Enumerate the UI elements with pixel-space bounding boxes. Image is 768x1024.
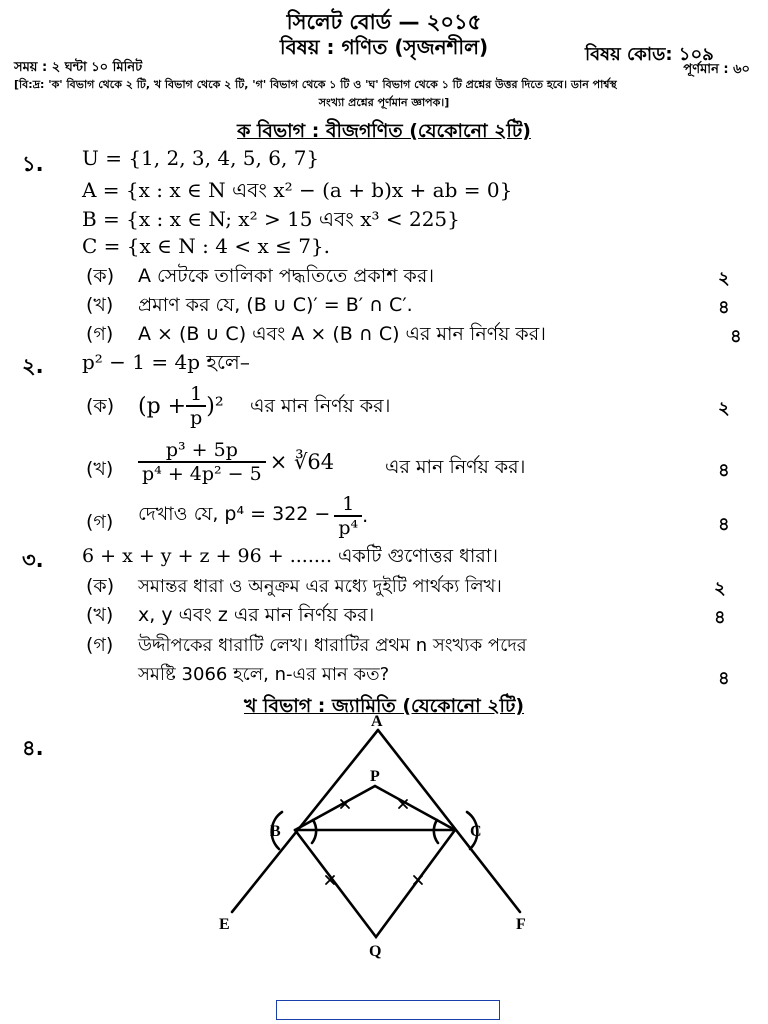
q1-set-u: U = {1, 2, 3, 4, 5, 6, 7} xyxy=(82,146,320,170)
point-label-c: C xyxy=(470,823,482,840)
q3-ka-label: (ক) xyxy=(86,575,115,597)
line-AF xyxy=(378,730,520,912)
section-ka-heading: ক বিভাগ : বীজগণিত (যেকোনো ২টি) xyxy=(237,120,531,142)
q2-ga-end: . xyxy=(362,505,369,527)
q2-ga-frac-num: 1 xyxy=(334,493,362,517)
point-label-f: F xyxy=(516,916,526,933)
exam-time: সময় : ২ ঘন্টা ১০ মিনিট xyxy=(14,60,143,75)
q3-kha-text: x, y এবং z এর মান নির্ণয় কর। xyxy=(138,604,375,626)
q1-ka-marks: ২ xyxy=(718,268,730,289)
point-label-e: E xyxy=(219,916,230,933)
q2-ka-frac-num: 1 xyxy=(186,383,206,407)
subject-title: বিষয় : গণিত (সৃজনশীল) xyxy=(279,35,489,59)
q1-set-c: C = {x ∈ N : 4 < x ≤ 7}. xyxy=(82,234,331,258)
tick-mark-qc xyxy=(414,876,422,884)
q3-kha-label: (খ) xyxy=(86,604,114,626)
q2-ga-marks: ৪ xyxy=(718,514,730,535)
q2-number: ২. xyxy=(22,354,44,378)
q2-ga-text: দেখাও যে, p⁴ = 322 − xyxy=(138,503,331,525)
q1-ka-text: A সেটকে তালিকা পদ্ধতিতে প্রকাশ কর। xyxy=(138,265,435,287)
q3-ga-marks: ৪ xyxy=(718,668,730,689)
point-label-q: Q xyxy=(369,943,382,960)
q3-ga-text-line1: উদ্দীপকের ধারাটি লেখ। ধারাটির প্রথম n সংখ্যক পদের xyxy=(138,635,527,656)
point-label-b: B xyxy=(270,823,281,840)
q1-ga-marks: ৪ xyxy=(730,326,742,347)
instruction-note-line1: [বি:দ্র: 'ক' বিভাগ থেকে ২ টি, খ বিভাগ থেকে ২ টি, 'গ' বিভাগ থেকে ১ টি ও 'ঘ' বিভাগ থেকে ১ টি প্রশ্নের উত্তর দিতে হবে। ডান পার্শ্বস্থ xyxy=(14,78,617,91)
q3-stem: 6 + x + y + z + 96 + ....... একটি গুণোত্তর ধারা। xyxy=(82,545,499,567)
q1-ga-text: A × (B ∪ C) এবং A × (B ∩ C) এর মান নির্ণয় কর। xyxy=(138,323,546,345)
lines-BPC xyxy=(295,786,455,830)
q3-ga-text-line2: সমষ্টি 3066 হলে, n-এর মান কত? xyxy=(138,664,390,685)
q1-kha-marks: ৪ xyxy=(718,297,730,318)
q1-ka-label: (ক) xyxy=(86,265,115,287)
q1-set-b: B = {x : x ∈ N; x² > 15 এবং x³ < 225} xyxy=(82,207,460,231)
q2-kha-den: p⁴ + 4p² − 5 xyxy=(142,463,262,485)
instruction-note-line2: সংখ্যা প্রশ্নের পূর্ণমান জ্ঞাপক।] xyxy=(318,96,450,109)
subject-code: বিষয় কোড: ১০৯ xyxy=(585,44,714,65)
q4-number: ৪. xyxy=(22,736,44,760)
q2-kha-num: p³ + 5p xyxy=(138,439,266,463)
q1-kha-label: (খ) xyxy=(86,294,114,316)
bottom-link-box[interactable] xyxy=(276,1000,500,1020)
q2-ga-label: (গ) xyxy=(86,511,114,533)
q2-ka-frac-den: p xyxy=(190,407,203,429)
board-title: সিলেট বোর্ড — ২০১৫ xyxy=(286,10,482,34)
q2-kha-label: (খ) xyxy=(86,458,114,480)
point-label-a: A xyxy=(371,713,383,730)
q2-ka-text: এর মান নির্ণয় কর। xyxy=(250,395,391,417)
q3-ka-marks: ২ xyxy=(714,578,726,599)
q2-ka-label: (ক) xyxy=(86,395,115,417)
q3-ka-text: সমান্তর ধারা ও অনুক্রম এর মধ্যে দুইটি পার্থক্য লিখ। xyxy=(138,576,502,597)
full-marks: পূর্ণমান : ৬০ xyxy=(683,62,750,77)
q3-kha-marks: ৪ xyxy=(714,607,726,628)
q3-ga-label: (গ) xyxy=(86,634,114,656)
q1-set-a: A = {x : x ∈ N এবং x² − (a + b)x + ab = 0} xyxy=(82,178,513,202)
q1-ga-label: (গ) xyxy=(86,323,114,345)
q2-stem: p² − 1 = 4p হলে– xyxy=(82,350,250,374)
q2-ka-close: )² xyxy=(206,393,224,419)
q3-number: ৩. xyxy=(22,548,44,572)
q2-ga-frac-den: p⁴ xyxy=(338,517,359,539)
q1-kha-text: প্রমাণ কর যে, (B ∪ C)′ = B′ ∩ C′. xyxy=(138,294,413,316)
angle-arc-b-inner xyxy=(312,820,316,843)
point-label-p: P xyxy=(370,768,380,785)
q2-ka-marks: ২ xyxy=(718,398,730,419)
q2-kha-marks: ৪ xyxy=(718,460,730,481)
angle-arc-c-inner xyxy=(434,820,438,843)
line-AE xyxy=(232,730,378,912)
lines-BQC xyxy=(295,830,455,937)
q2-ka-open: (p + xyxy=(138,393,187,419)
q2-kha-times: × ∛64 xyxy=(269,450,335,474)
section-kha-heading: খ বিভাগ : জ্যামিতি (যেকোনো ২টি) xyxy=(243,695,525,717)
q2-kha-text: এর মান নির্ণয় কর। xyxy=(385,456,526,478)
q1-number: ১. xyxy=(22,152,44,176)
